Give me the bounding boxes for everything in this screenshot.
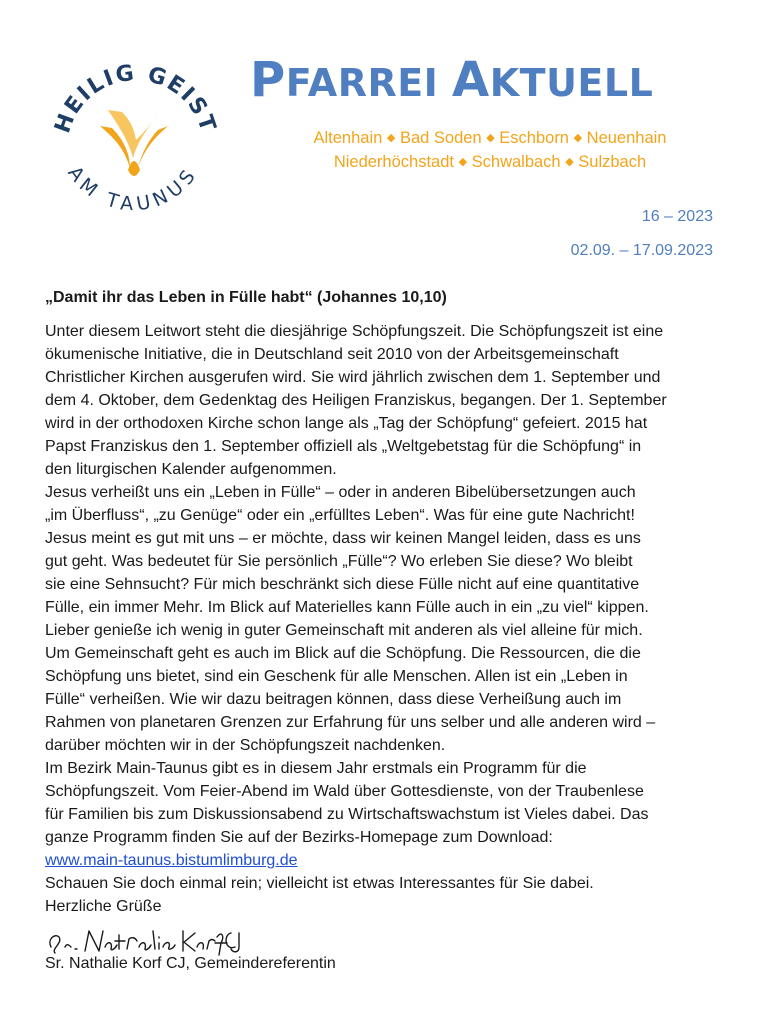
place-name: Eschborn [499,129,569,147]
issue-dates: 02.09. – 17.09.2023 [570,242,713,259]
heilig-geist-logo [38,40,228,230]
diamond-icon: ◆ [458,156,468,168]
body-line: den liturgischen Kalender aufgenommen. [45,461,337,478]
body-line: für Familien bis zum Diskussionsabend zu Wirtschaftswachstum ist Vieles dabei. Das [45,806,649,823]
body-line: Im Bezirk Main-Taunus gibt es in diesem Jahr erstmals ein Programm für die [45,760,587,777]
issue-number: 16 – 2023 [641,208,713,225]
logo-top-text: HEILIG GEIST [50,60,221,137]
body-line: Jesus meint es gut mit uns – er möchte, dass wir keinen Mangel leiden, dass es uns [45,530,641,547]
parish-places [250,126,730,174]
logo-bottom-text: AM TAUNUS [63,162,203,216]
body-line: darüber möchten wir in der Schöpfungszeit nachdenken. [45,737,446,754]
body-line: „im Überfluss“, „zu Genüge“ oder ein „erfülltes Leben“. Was für eine gute Nachricht! [45,507,635,524]
body-line: Jesus verheißt uns ein „Leben in Fülle“ – oder in anderen Bibelübersetzungen auch [45,484,636,501]
title-initial-a: A [452,52,490,108]
link-line [45,849,735,872]
place-name: Bad Soden [399,129,482,147]
body-line: wird in der orthodoxen Kirche schon lange als „Tag der Schöpfung“ gefeiert. 2015 hat [45,415,648,432]
body-line: ökumenische Initiative, die in Deutschland seit 2010 von der Arbeitsgemeinschaft [45,346,619,363]
body-line: Rahmen von planetaren Grenzen zur Erfahrung für uns selber und alle anderen wird – [45,714,656,731]
article-body [45,320,735,918]
body-line: Fülle“ verheißen. Wie wir dazu beitragen können, dass diese Verheißung auch im [45,691,622,708]
closing-line: Herzliche Grüße [45,898,162,915]
article-headline: „Damit ihr das Leben in Fülle habt“ (Johannes 10,10) [45,289,447,306]
place-name: Altenhain [313,129,383,147]
signer-name: Sr. Nathalie Korf CJ, Gemeindereferentin [45,955,336,972]
body-line: Papst Franziskus den 1. September offiziell als „Weltgebetstag für die Schöpfung“ in [45,438,642,455]
body-line: Fülle, ein immer Mehr. Im Blick auf Materielles kann Fülle auch in ein „zu viel“ kippen. [45,599,649,616]
places-line-1 [250,126,730,150]
dove-flame-icon [100,110,168,176]
diamond-icon: ◆ [573,132,583,144]
body-line: dem 4. Oktober, dem Gedenktag des Heiligen Franziskus, begangen. Der 1. September [45,392,667,409]
place-name: Sulzbach [578,153,647,171]
diamond-icon: ◆ [386,132,396,144]
places-line-2 [250,150,730,174]
body-line: Lieber genieße ich wenig in guter Gemeinschaft mit anderen als viel alleine für mich. [45,622,643,639]
diamond-icon: ◆ [486,132,495,144]
place-name: Schwalbach [471,153,561,171]
body-line: Um Gemeinschaft geht es auch im Blick auf die Schöpfung. Die Ressourcen, die die [45,645,641,662]
place-name: Niederhöchstadt [333,153,454,171]
body-line: ganze Programm finden Sie auf der Bezirks-Homepage zum Download: [45,829,553,846]
newsletter-title [250,52,720,108]
diamond-icon: ◆ [565,156,574,168]
body-line: sie eine Sehnsucht? Für mich beschränkt sich diese Fülle nicht auf eine quantitative [45,576,640,593]
place-name: Neuenhain [586,129,667,147]
body-line: Unter diesem Leitwort steht die diesjährige Schöpfungszeit. Die Schöpfungszeit ist eine [45,323,664,340]
closing-line: Schauen Sie doch einmal rein; vielleicht ist etwas Interessantes für Sie dabei. [45,875,594,892]
title-rest-2: KTUELL [489,61,654,105]
handwritten-signature [45,917,245,959]
title-initial-p: P [250,52,286,108]
svg-text:HEILIG GEIST [50,61,220,137]
title-rest-1: FARREI [285,61,439,105]
body-line: Christlicher Kirchen ausgerufen wird. Sie wird jährlich zwischen dem 1. September und [45,369,661,386]
body-line: Schöpfungszeit. Vom Feier-Abend im Wald über Gottesdienste, von der Traubenlese [45,783,644,800]
bezirk-homepage-link[interactable]: www.main-taunus.bistumlimburg.de [45,852,298,869]
body-line: gut geht. Was bedeutet für Sie persönlich „Fülle“? Wo erleben Sie diese? Wo bleibt [45,553,633,570]
body-line: Schöpfung uns bietet, sind ein Geschenk für alle Menschen. Allen ist ein „Leben in [45,668,628,685]
